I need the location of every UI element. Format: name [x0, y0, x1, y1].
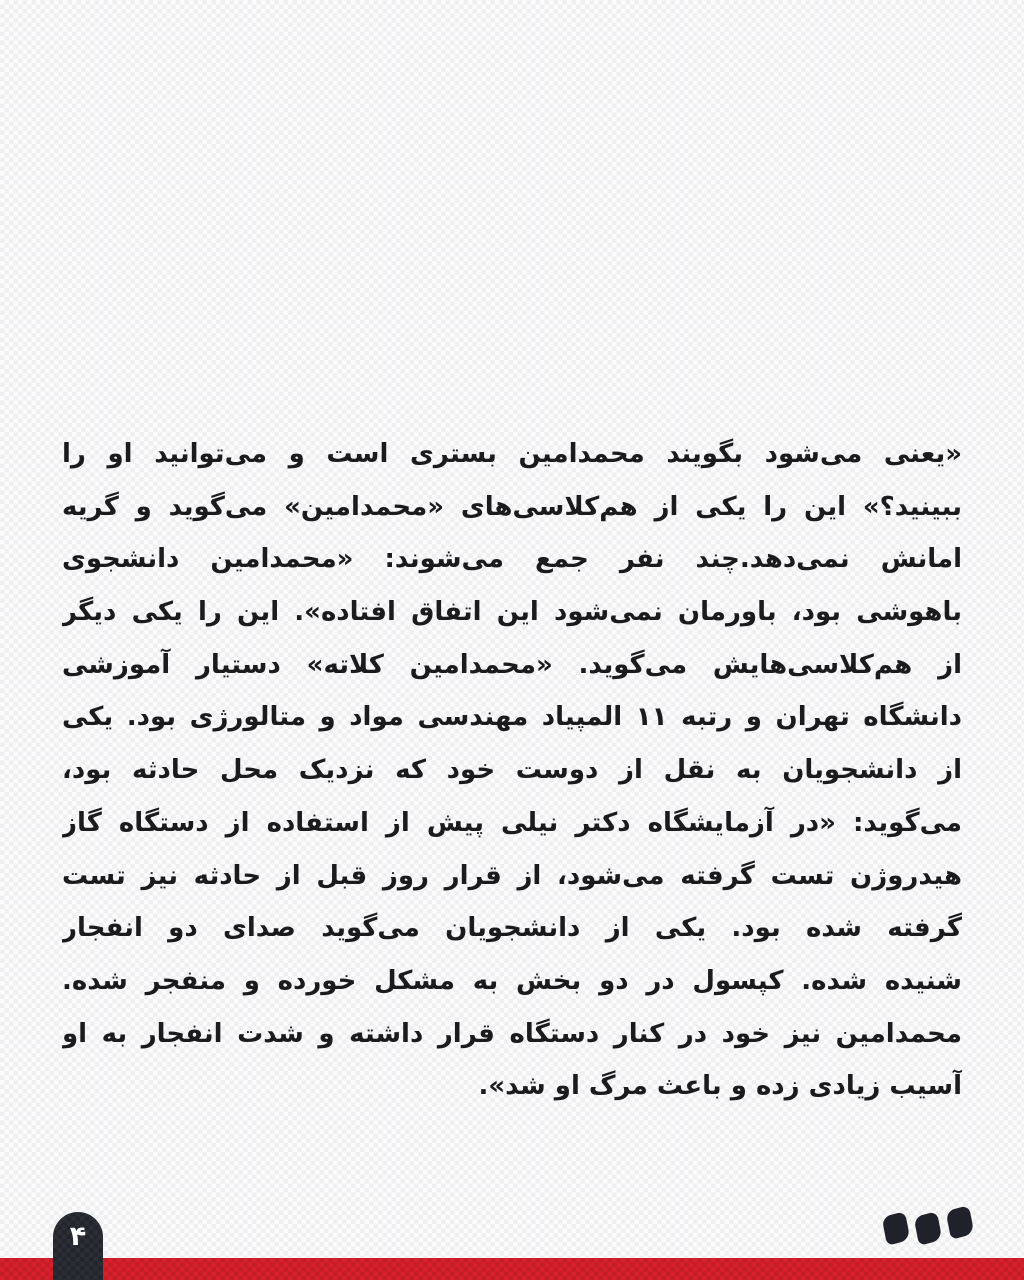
- article-line: محمدامین نیز خود در کنار دستگاه قرار داشته و شدت انفجار به او: [62, 1018, 962, 1049]
- page-number: ۴: [69, 1221, 87, 1252]
- ornament-dot-icon: [946, 1205, 975, 1240]
- article-line: از هم‌کلاسی‌هایش می‌گوید. «محمدامین کلاته» دستیار آموزشی: [62, 649, 962, 680]
- article-line: «یعنی می‌شود بگویند محمدامین بستری است و می‌توانید او را: [62, 439, 962, 469]
- ornament-dot-icon: [882, 1211, 911, 1246]
- article-line: می‌گوید: «در آزمایشگاه دکتر نیلی پیش از استفاده از دستگاه گاز: [62, 807, 962, 838]
- article-line: شنیده شده. کپسول در دو بخش به مشکل خورده و منفجر شده.: [62, 965, 962, 996]
- article-text-block: [62, 428, 962, 1113]
- footer-red-bar: [0, 1258, 1024, 1280]
- three-dots-ornament-icon: [882, 1206, 982, 1250]
- article-line: از دانشجویان به نقل از دوست خود که نزدیک محل حادثه بود،: [62, 755, 962, 786]
- article-line: گرفته شده بود. یکی از دانشجویان می‌گوید صدای دو انفجار: [62, 913, 962, 944]
- article-line: آسیب زیادی زده و باعث مرگ او شد».: [478, 1071, 962, 1102]
- article-line: دانشگاه تهران و رتبه ۱۱ المپیاد مهندسی مواد و متالورژی بود. یکی: [62, 702, 962, 733]
- article-line: ببینید؟» این را یکی از هم‌کلاسی‌های «محمدامین» می‌گوید و گریه: [62, 491, 962, 522]
- article-line: امانش نمی‌دهد.چند نفر جمع می‌شوند: «محمدامین دانشجوی: [62, 544, 962, 575]
- ornament-dot-icon: [914, 1211, 943, 1246]
- page-number-tab: [53, 1212, 103, 1280]
- article-line: باهوشی بود، باورمان نمی‌شود این اتفاق افتاده». این را یکی دیگر: [62, 597, 962, 628]
- article-line: هیدروژن تست گرفته می‌شود، از قرار روز قبل از حادثه نیز تست: [62, 860, 962, 891]
